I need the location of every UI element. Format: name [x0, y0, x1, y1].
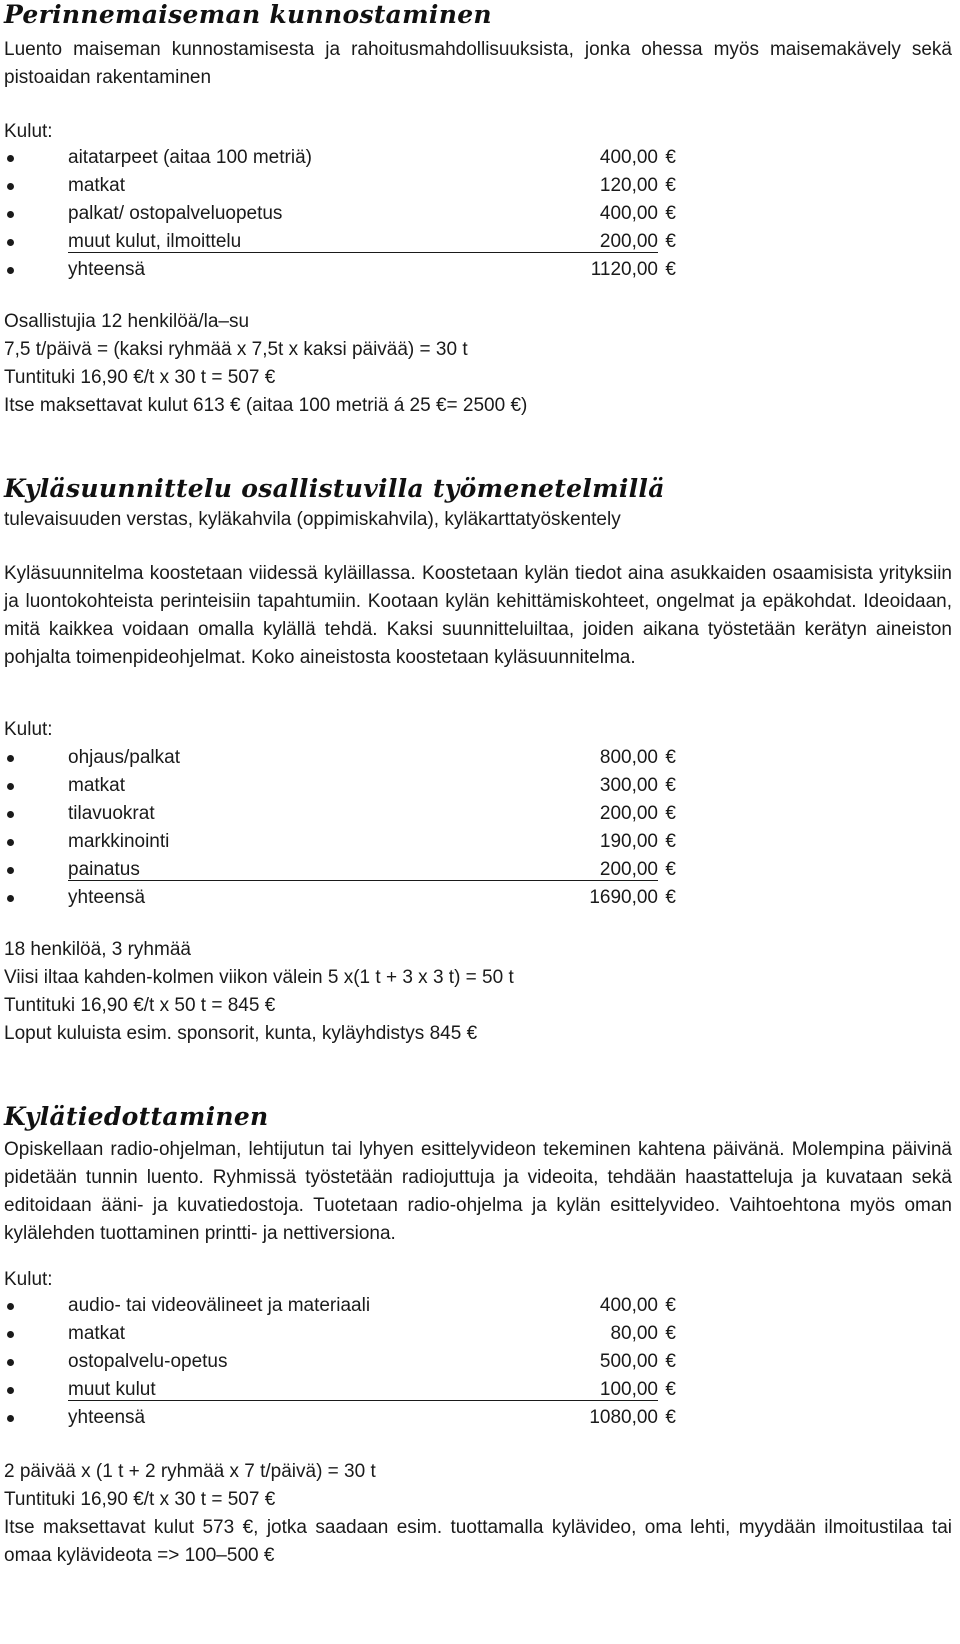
cost-item-label: matkat — [68, 175, 126, 196]
cost-item-amount: 400,00 — [599, 203, 658, 224]
section3-body: Opiskellaan radio-ohjelman, lehtijutun tai lyhyen esittelyvideon tekeminen kahtena päivänä. Molempina päivinä pidetään tunnin luento. Ryhmissä työstetään radiojuttuja ja videoita, tehdään haastatteluja ja kuvataan sekä editoidaan ääni- ja kuvatiedostoja. Tuotetaan radio-ohjelma ja kylän esittelyvideo. Vaihtoehtona myös oman kylälehden tuottaminen printti- ja nettiversiona. — [4, 1139, 952, 1244]
euro-sign: € — [665, 203, 676, 224]
cost-item-label: markkinointi — [68, 831, 170, 852]
bullet-icon — [7, 183, 14, 190]
section3-costs-label: Kulut: — [4, 1269, 53, 1290]
bullet-icon — [7, 867, 14, 874]
cost-item-amount: 400,00 — [599, 147, 658, 168]
section-title-kylatiedottaminen: Kylätiedottaminen — [4, 1102, 269, 1131]
section2-note: Loput kuluista esim. sponsorit, kunta, kyläyhdistys 845 € — [4, 1023, 478, 1044]
cost-total — [0, 1404, 700, 1432]
section1-cost-list — [0, 144, 700, 284]
euro-sign: € — [665, 831, 676, 852]
cost-item-amount: 400,00 — [599, 1295, 658, 1316]
section1-note: Itse maksettavat kulut 613 € (aitaa 100 metriä á 25 €= 2500 €) — [4, 395, 528, 416]
cost-item-label: tilavuokrat — [68, 803, 155, 824]
euro-sign: € — [665, 175, 676, 196]
section2-body: Kyläsuunnitelma koostetaan viidessä kyläillassa. Koostetaan kylän tiedot aina asukkaiden osaamisista yrityksiin ja luontokohteista perinteisiin tapahtumiin. Kootaan kylän kehittämiskohteet, ongelmat ja epäkohdat. Ideoidaan, mitä kaikkea voidaan omalla kylällä tehdä. Kaksi suunnitteluiltaa, joiden aikana työstetään kerätyn aineiston pohjalta toimenpideohjelmat. Koko aineistosta koostetaan kyläsuunnitelma. — [4, 563, 952, 668]
euro-sign: € — [665, 747, 676, 768]
bullet-icon — [7, 1359, 14, 1366]
cost-item — [0, 1376, 700, 1404]
euro-sign: € — [665, 1407, 676, 1428]
cost-item-amount: 1120,00 — [590, 259, 658, 280]
cost-total — [0, 884, 700, 912]
section-title-perinnemaisema: Perinnemaiseman kunnostaminen — [4, 0, 492, 29]
euro-sign: € — [665, 803, 676, 824]
cost-item-label: matkat — [68, 775, 126, 796]
cost-total — [0, 256, 700, 284]
section1-note: Tuntituki 16,90 €/t x 30 t = 507 € — [4, 367, 276, 388]
section3-note: 2 päivää x (1 t + 2 ryhmää x 7 t/päivä) = 30 t — [4, 1461, 376, 1482]
cost-item-amount: 800,00 — [599, 747, 658, 768]
cost-item-amount: 200,00 — [599, 859, 658, 880]
cost-item — [0, 228, 700, 256]
euro-sign: € — [665, 1351, 676, 1372]
euro-sign: € — [665, 887, 676, 908]
cost-item — [0, 144, 700, 172]
euro-sign: € — [665, 231, 676, 252]
bullet-icon — [7, 211, 14, 218]
section1-note: 7,5 t/päivä = (kaksi ryhmää x 7,5t x kaksi päivää) = 30 t — [4, 339, 468, 360]
cost-item-amount: 80,00 — [610, 1323, 658, 1344]
cost-item-label: matkat — [68, 1323, 126, 1344]
cost-item — [0, 800, 700, 828]
cost-item-label: audio- tai videovälineet ja materiaali — [68, 1295, 371, 1316]
cost-item-label: yhteensä — [68, 887, 146, 908]
cost-item-label: ohjaus/palkat — [68, 747, 180, 768]
cost-item — [0, 1348, 700, 1376]
cost-item — [0, 856, 700, 884]
cost-item-amount: 1690,00 — [589, 887, 658, 908]
bullet-icon — [7, 811, 14, 818]
bullet-icon — [7, 783, 14, 790]
bullet-icon — [7, 239, 14, 246]
cost-item — [0, 772, 700, 800]
section2-cost-list — [0, 744, 700, 912]
cost-item — [0, 1320, 700, 1348]
section3-note: Tuntituki 16,90 €/t x 30 t = 507 € — [4, 1489, 276, 1510]
cost-item — [0, 172, 700, 200]
euro-sign: € — [665, 1379, 676, 1400]
cost-item-label: yhteensä — [68, 1407, 146, 1428]
cost-item-label: yhteensä — [68, 259, 146, 280]
section2-subtitle: tulevaisuuden verstas, kyläkahvila (oppimiskahvila), kyläkarttatyöskentely — [4, 509, 621, 530]
section2-note: Tuntituki 16,90 €/t x 50 t = 845 € — [4, 995, 276, 1016]
cost-item — [0, 744, 700, 772]
euro-sign: € — [665, 775, 676, 796]
cost-item-label: ostopalvelu-opetus — [68, 1351, 228, 1372]
section3-cost-list — [0, 1292, 700, 1432]
section1-intro: Luento maiseman kunnostamisesta ja rahoitusmahdollisuuksista, jonka ohessa myös maisemakävely sekä pistoaidan rakentaminen — [4, 39, 952, 88]
cost-item-label: painatus — [68, 859, 140, 880]
bullet-icon — [7, 895, 14, 902]
section1-costs-label: Kulut: — [4, 121, 53, 142]
cost-item-amount: 100,00 — [599, 1379, 658, 1400]
euro-sign: € — [665, 1323, 676, 1344]
euro-sign: € — [665, 259, 676, 280]
bullet-icon — [7, 755, 14, 762]
bullet-icon — [7, 1387, 14, 1394]
cost-item-label: palkat/ ostopalveluopetus — [68, 203, 283, 224]
cost-item-label: aitatarpeet (aitaa 100 metriä) — [68, 147, 312, 168]
cost-item-label: muut kulut — [68, 1379, 156, 1400]
cost-item — [0, 828, 700, 856]
bullet-icon — [7, 839, 14, 846]
cost-item — [0, 1292, 700, 1320]
bullet-icon — [7, 155, 14, 162]
section-title-kylasuunnittelu: Kyläsuunnittelu osallistuvilla työmenetelmillä — [4, 474, 665, 503]
euro-sign: € — [665, 147, 676, 168]
bullet-icon — [7, 1415, 14, 1422]
cost-item-amount: 190,00 — [599, 831, 658, 852]
cost-item-amount: 200,00 — [599, 803, 658, 824]
section3-final-note: Itse maksettavat kulut 573 €, jotka saadaan esim. tuottamalla kylävideo, oma lehti, myydään ilmoitustilaa tai omaa kylävideota => 100–500 € — [4, 1517, 952, 1566]
cost-item — [0, 200, 700, 228]
cost-item-amount: 500,00 — [599, 1351, 658, 1372]
bullet-icon — [7, 1303, 14, 1310]
cost-item-amount: 120,00 — [599, 175, 658, 196]
euro-sign: € — [665, 1295, 676, 1316]
bullet-icon — [7, 1331, 14, 1338]
cost-item-amount: 1080,00 — [589, 1407, 658, 1428]
section2-note: Viisi iltaa kahden-kolmen viikon välein 5 x(1 t + 3 x 3 t) = 50 t — [4, 967, 514, 988]
bullet-icon — [7, 267, 14, 274]
section1-note: Osallistujia 12 henkilöä/la–su — [4, 311, 250, 332]
cost-item-amount: 300,00 — [599, 775, 658, 796]
euro-sign: € — [665, 859, 676, 880]
cost-item-amount: 200,00 — [599, 231, 658, 252]
section2-costs-label: Kulut: — [4, 719, 53, 740]
cost-item-label: muut kulut, ilmoittelu — [68, 231, 242, 252]
section2-note: 18 henkilöä, 3 ryhmää — [4, 939, 191, 960]
